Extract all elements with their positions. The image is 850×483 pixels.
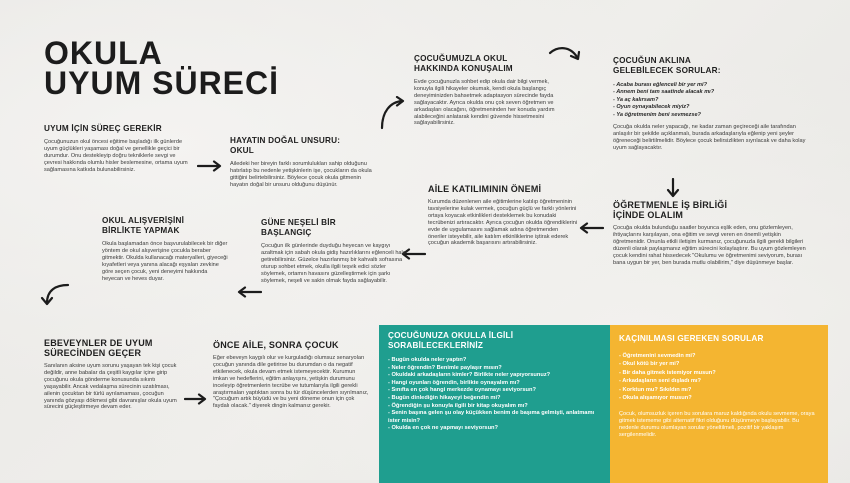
section-heading: ÖNCE AİLE, SONRA ÇOCUK <box>213 340 339 350</box>
section-nese-baslangic <box>261 218 411 284</box>
box-heading: KAÇINILMASI GEREKEN SORULAR <box>619 334 764 343</box>
list-item: - Sınıfta en çok hangi merkezde oynamayı seviyorsun? <box>388 387 536 394</box>
box-heading-line-1: ÇOCUĞUNUZA OKULLA İLGİLİ <box>388 331 514 340</box>
list-item: - Arkadaşların seni dışladı mı? <box>619 378 701 385</box>
list-item: - Okulda en çok ne yapmayı seviyorsun? <box>388 425 498 432</box>
section-ogretmenle-is-birligi <box>613 200 813 266</box>
list-item: - Okul kötü bir yer mi? <box>619 361 680 368</box>
list-item: - Ya aç kalırsam? <box>613 96 659 103</box>
section-heading-line-2: BAŞLANGIÇ <box>261 228 312 237</box>
list-item: - Acaba burası eğlenceli bir yer mi? <box>613 82 707 88</box>
section-body: Çocuğa okulda bulunduğu saatler boyunca eşlik eden, onu gözlemleyen, ihtiyaçlarını karşılayan, ona eğitim ve sevgi veren en önemli yetişkin öğretmenidir. Onunla etkili iletişim kurmanız, çocuğunuzla ilgili gerekli bilgileri düzenli olarak paylaşmanız eğitim sürecini kolaylaştırır. Bu uyum gözlemleyen çocuk kendini rahat hissedecek "Okulumu ve öğretmenimi seviyorum, burası bana uygun bir yer, ben burada mutlu olabilirim," diye düşünmeye başlar. <box>613 225 806 266</box>
section-uyum-sureci <box>44 124 194 174</box>
section-konusalim <box>414 54 564 127</box>
section-heading-line-1: OKUL ALIŞVERİŞİNİ <box>102 216 185 225</box>
section-heading-line-2: HAKKINDA KONUŞALIM <box>414 64 513 73</box>
questions-to-avoid-box <box>610 325 828 483</box>
section-heading-line-1: HAYATIN DOĞAL UNSURU: <box>230 136 341 145</box>
section-heading-line-2: BİRLİKTE YAPMAK <box>102 226 180 235</box>
title-line-2: UYUM SÜRECİ <box>44 65 280 101</box>
section-ebeveyn-uyum <box>44 338 178 411</box>
list-item: - Bugün dinlediğin hikayeyi beğendin mi? <box>388 394 501 401</box>
list-item: - Öğrendiğin şu konuyla ilgili bir kitap okuyalım mı? <box>388 402 528 409</box>
question-list <box>388 357 601 433</box>
section-once-aile <box>213 340 371 410</box>
avoid-question-list <box>619 352 819 402</box>
list-item: - Annem beni tam saatinde alacak mı? <box>613 89 715 96</box>
section-heading-line-2: İÇİNDE OLALIM <box>613 210 684 220</box>
section-heading-line-2: SÜRECİNDEN GEÇER <box>44 348 142 358</box>
list-item: - Senin başına gelen şu olay küçükken benim de başıma gelmişti, anlatmamı ister misin? <box>388 410 595 424</box>
section-okul-alisverisi <box>102 216 228 282</box>
list-item: - Neler öğrendin? Benimle paylaşır mısın? <box>388 364 502 371</box>
section-body: Okula başlamadan önce başvurulabilecek bir diğer yöntem de okul alışverişine çocukla beraber gitmektir. Okulda kullanacağı materyalleri, giyeceği kıyafetleri veya yanına alacağı eşyaları zevkine göre seçen çocuk, yeni deneyimi hakkında heyecan ve heves duyar. <box>102 241 228 282</box>
box-note: Çocuk, olumsuzluk içeren bu sorulara maruz kaldığında okulu sevmeme, oraya gitmek istememe gibi alternatif fikri olduğunu düşünmeye başlayabilir. Bu nedenle durumu olumlayan sorular yöneltilmeli, pozitif bir yaklaşım sergilenmelidir. <box>619 411 815 439</box>
section-dogal-unsur <box>230 136 375 189</box>
curved-arrow-icon <box>40 282 70 308</box>
section-body: Eğer ebeveyn kaygılı olur ve kurguladığı olumsuz senaryoları çocuğun yanında dile getirirse bu durumdan o da negatif etkilenecek, okula devam etmek istemeyecektir. Kurumun imkan ve hedeflerini, eğitim anlayışını, yetişkin durumunu inceleyip öğretmenlerin tecrübe ve tutumlarıyla ilgili gerekli araştırmaları yaptıktan sonra bu tür düşüncelerden sıyrılmanız, "Çocuğum artık büyüdü ve bu yeni döneme onun için çok faydalı olacak." diyerek dingin kalmanız gerekir. <box>213 355 369 410</box>
section-heading: UYUM İÇİN SÜREÇ GEREKİR <box>44 124 162 133</box>
box-heading-line-2: SORABİLECEKLERİNİZ <box>388 341 484 350</box>
curved-arrow-icon <box>548 44 582 66</box>
section-aile-katilimi <box>428 184 578 247</box>
title-line-1: OKULA <box>44 35 163 71</box>
list-item: - Oyun oynayabilecek miyiz? <box>613 104 690 111</box>
section-heading: AİLE KATILIMININ ÖNEMİ <box>428 184 542 194</box>
section-body: Çocuğa okulda neler yapacağı, ne kadar zaman geçireceği aile tarafından anlaşılır bir şekilde açıklanmalı, burada arkadaşlarıyla eğlenip yeni şeyler öğreneceği belirtilmelidir. Böylece çocuk belirsizlikten sıyrılacak ve daha kolay uyum sağlayacaktır. <box>613 124 806 151</box>
straight-arrow-icon <box>184 393 208 405</box>
straight-arrow-icon <box>236 286 262 298</box>
list-item: - Korktun mu? Sıkıldın mı? <box>619 386 692 393</box>
section-body: Çocuğun ilk günlerinde duyduğu heyecan ve kaygıyı azaltmak için sabah okula gidiş hazırlıklarını eğlenceli hale getirebilirsiniz. Güzelce hazırlanmış bir kahvaltı sofrasına oturup sohbet etmek, okulla ilgili teşvik edici sözler söylemek, ortamın havasını güzelleştirmek için şarkı söylemek, neşeli ve sakin olmak fayda sağlayabilir. <box>261 243 406 284</box>
list-item: - Bugün okulda neler yaptın? <box>388 357 467 363</box>
section-heading-line-1: ÇOCUĞUN AKLINA <box>613 56 691 65</box>
section-heading-line-2: GELEBİLECEK SORULAR: <box>613 66 721 75</box>
list-item: - Okula alışamıyor musun? <box>619 395 692 402</box>
straight-arrow-icon <box>197 160 223 172</box>
section-cocugun-sorulari <box>613 56 813 152</box>
section-heading-line-2: OKUL <box>230 146 254 155</box>
section-heading-line-1: ÇOCUĞUMUZLA OKUL <box>414 54 508 63</box>
list-item: - Bir daha gitmek istemiyor musun? <box>619 369 716 376</box>
straight-arrow-icon <box>666 178 680 198</box>
section-body: Kurumda düzenlenen aile eğitimlerine katılıp öğretmeninin tavsiyelerine kulak vermek, çocuğun güçlü ve farklı yönlerini ortaya koyacak etkinlikleri desteklemek bu konudaki tecrübenizi artıracaktır. Ayrıca çocuğun okulda öğrendiklerini evde de uygulamasını sağlamak adına öğretmenden öneriler isteyebilir, aile katılım etkinliklerine iştirak ederek çocuğun akademik başarısını artırabilirsiniz. <box>428 199 578 247</box>
list-item: - Hangi oyunları öğrendin, birlikte oynayalım mı? <box>388 379 520 386</box>
list-item: - Öğretmenini sevmedin mi? <box>619 353 696 359</box>
section-body: Evde çocuğunuzla sohbet edip okula dair bilgi vermek, konuyla ilgili hikayeler okumak, kendi okula başlangıç deneyiminizden bahsetmek adaptasyon sürecinde fayda sağlayacaktır. Ayrıca okulda onu çok seven öğretmen ve arkadaşları olacağını, öğretmeninden her konuda yardım alabileceğini anlatarak kendini güvende hissetmesini sağlayabilirsiniz. <box>414 79 555 127</box>
section-heading-line-1: GÜNE NEŞELİ BİR <box>261 218 336 227</box>
section-heading-line-1: EBEVEYNLER DE UYUM <box>44 338 153 348</box>
section-body: Çocuğunuzun okul öncesi eğitime başladığı ilk günlerde uyum güçlükleri yaşaması doğal ve genellikle geçici bir durumdur. Onu destekleyip doğru tekniklerle sevgi ve çevresi hakkında olumlu hisler beslemesine, ortama uyum sağlamasına katkıda bulunabilirsiniz. <box>44 139 188 173</box>
list-item: - Okuldaki arkadaşların kimler? Birlikte neler yapıyorsunuz? <box>388 372 551 379</box>
section-body: Ailedeki her bireyin farklı sorumlulukları sahip olduğunu hatırlatıp bu nedenle yetişkinlerin işe, çocukların da okula gittiğini belirtebilirsiniz. Böylece çocuk okula gitmenin hayatın doğal bir unsuru olduğunu düşünür. <box>230 161 372 188</box>
question-list <box>613 82 813 119</box>
section-body: Sanılanın aksine uyum sorunu yaşayan tek kişi çocuk değildir, anne babalar da çeşitli kaygılar içine girip çocuğunu okula gönderme konusunda sıkıntı yaşayabilir. Ancak vedalaşma sürecinin uzatılması, ailenin çocuktan bir türlü ayrılamaması, çocuğun yanında gözyaşı dökmesi gibi davranışlar okula uyum sürecini güçleştirmeye devam eder. <box>44 363 177 411</box>
curved-arrow-icon <box>378 96 408 130</box>
section-heading-line-1: ÖĞRETMENLE İŞ BİRLİĞİ <box>613 200 728 210</box>
questions-to-ask-box <box>379 325 610 483</box>
straight-arrow-icon <box>578 222 604 234</box>
list-item: - Ya öğretmenim beni sevmezse? <box>613 111 701 118</box>
page-title <box>44 35 280 101</box>
